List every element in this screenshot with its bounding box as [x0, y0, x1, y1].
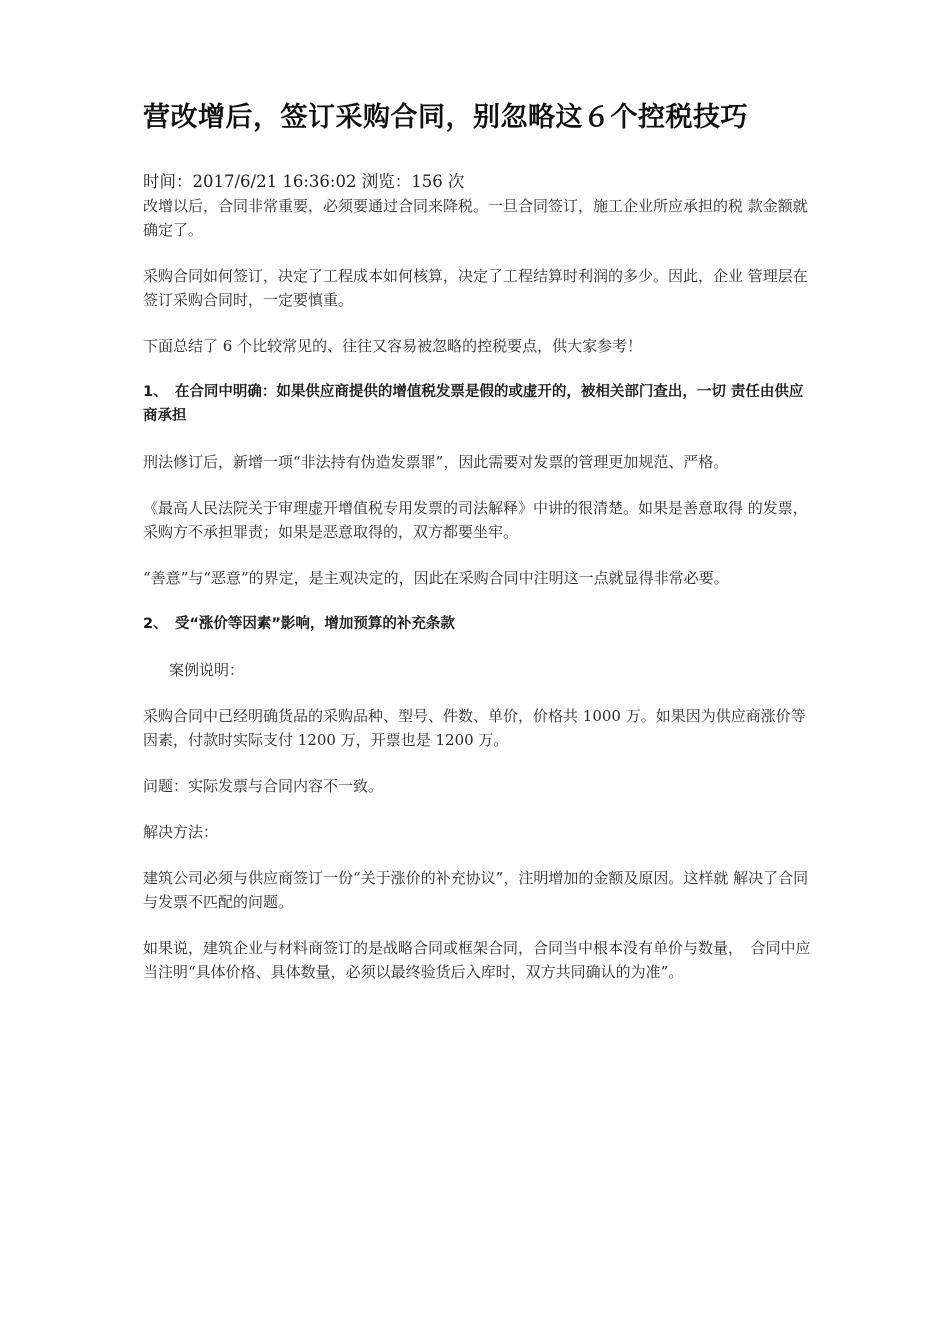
paragraph-criminal-law: 刑法修订后，新增一项“非法持有伪造发票罪”，因此需要对发票的管理更加规范、严格。	[143, 453, 729, 471]
paragraph-summary: 下面总结了 6 个比较常见的、往往又容易被忽略的控税要点，供大家参考！	[143, 337, 643, 355]
paragraph-solution: 建筑公司必须与供应商签订一份“关于涨价的补充协议”，注明增加的金额及原因。这样就 解决了合同与发票不匹配的问题。	[143, 869, 809, 911]
section-heading-1: 1、 在合同中明确：如果供应商提供的增值税发票是假的或虚开的，被相关部门查出，一切 责任由供应商承担	[143, 384, 804, 424]
paragraph-intro: 改增以后，合同非常重要，必须要通过合同来降税。一旦合同签订，施工企业所应承担的税 款金额就确定了。	[143, 197, 808, 239]
article-title: 营改增后，签订采购合同，别忽略这６个控税技巧	[143, 102, 748, 133]
paragraph-intent-definition: “善意”与“恶意”的界定，是主观决定的，因此在采购合同中注明这一点就显得非常必要。	[143, 569, 729, 587]
paragraph-contract-importance: 采购合同如何签订，决定了工程成本如何核算，决定了工程结算时利润的多少。因此，企业 管理层在签订采购合同时，一定要慎重。	[143, 267, 808, 309]
article-meta: 时间：2017/6/21 16:36:02 浏览：156 次	[143, 172, 465, 191]
section-heading-2: 2、 受“涨价等因素”影响，增加预算的补充条款	[143, 616, 455, 632]
article-body	[143, 194, 815, 1006]
paragraph-case-detail: 采购合同中已经明确货品的采购品种、型号、件数、单价，价格共 1000 万。如果因为供应商涨价等因素，付款时实际支付 1200 万，开票也是 1200 万。	[143, 707, 806, 749]
paragraph-case-label: 案例说明：	[169, 661, 245, 679]
paragraph-judicial-interpretation: 《最高人民法院关于审理虚开增值税专用发票的司法解释》中讲的很清楚。如果是善意取得 的发票，采购方不承担罪责；如果是恶意取得的，双方都要坐牢。	[143, 499, 808, 541]
paragraph-framework-contract: 如果说，建筑企业与材料商签订的是战略合同或框架合同，合同当中根本没有单价与数量， 合同中应当注明“具体价格、具体数量，必须以最终验货后入库时，双方共同确认的为准”。	[143, 939, 811, 981]
paragraph-solution-label: 解决方法：	[143, 823, 219, 841]
paragraph-problem: 问题：实际发票与合同内容不一致。	[143, 777, 384, 795]
